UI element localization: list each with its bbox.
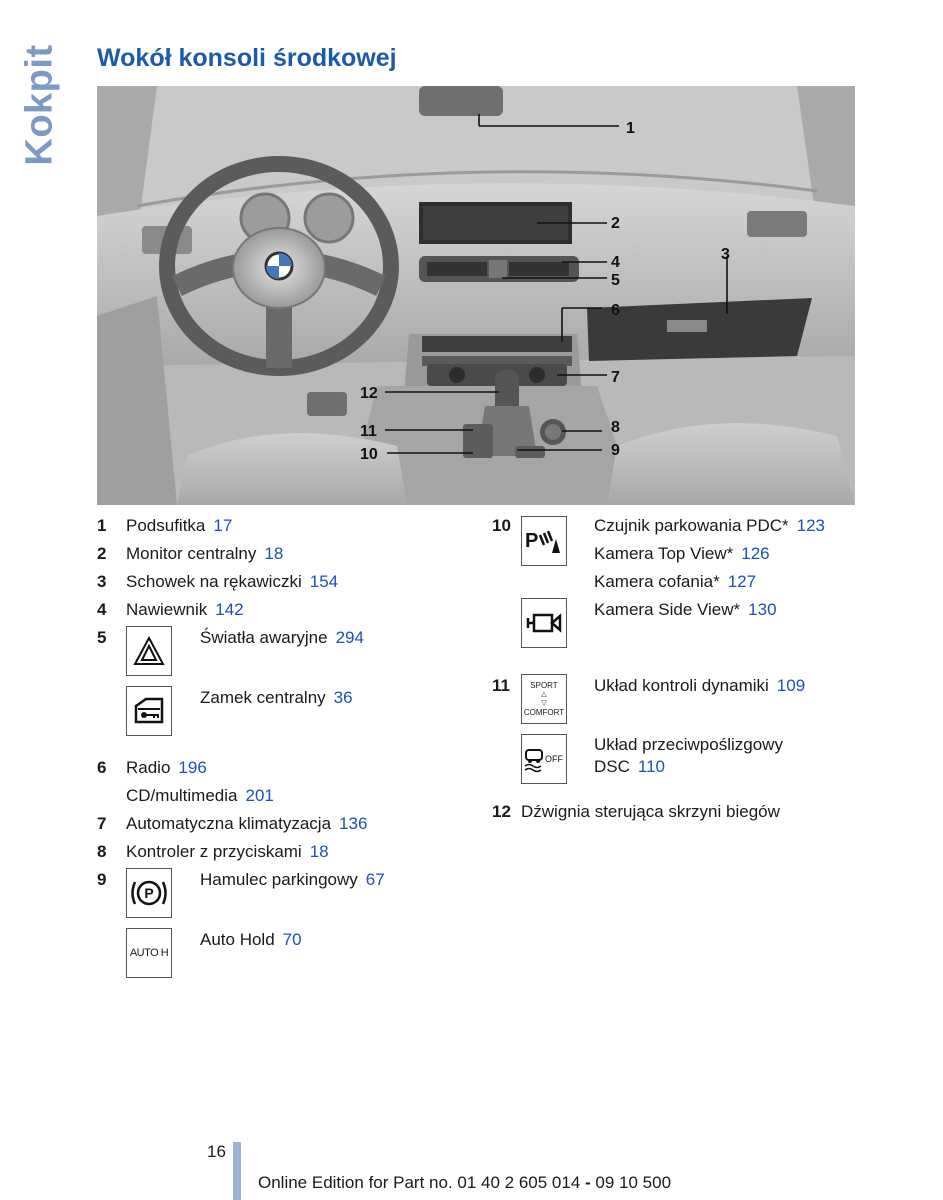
sport-icon-label: SPORT bbox=[530, 681, 558, 690]
item-label: DSC bbox=[594, 757, 630, 776]
legend-item-10-side-view bbox=[492, 596, 852, 672]
page-link[interactable]: 201 bbox=[245, 786, 274, 805]
callout-11: 11 bbox=[360, 423, 377, 440]
item-number: 7 bbox=[97, 814, 107, 833]
footer-accent-bar bbox=[233, 1142, 241, 1200]
item-number: 11 bbox=[492, 676, 510, 695]
page-link[interactable]: 36 bbox=[333, 688, 353, 707]
legend-item-6-sub bbox=[97, 782, 477, 810]
legend-item-9-autohold bbox=[97, 926, 477, 986]
item-number: 10 bbox=[492, 516, 511, 535]
footer-edition-text: Online Edition for Part no. 01 40 2 605 014 bbox=[258, 1173, 581, 1192]
callout-2: 2 bbox=[611, 215, 620, 232]
callout-7: 7 bbox=[611, 369, 620, 386]
item-label: Automatyczna klimatyzacja bbox=[126, 814, 332, 833]
item-label: Światła awaryjne bbox=[200, 628, 328, 647]
pdc-icon bbox=[521, 516, 567, 566]
pedal bbox=[307, 392, 347, 416]
item-number: 5 bbox=[97, 628, 107, 647]
item-label: Układ przeciwpoślizgowy bbox=[594, 735, 783, 754]
footer-edition-code: 09 10 500 bbox=[595, 1173, 672, 1192]
item-label: Układ kontroli dynamiki bbox=[594, 676, 769, 695]
page-link[interactable]: 123 bbox=[796, 516, 826, 535]
svg-text:P: P bbox=[144, 885, 154, 901]
item-label: Kamera Side View* bbox=[594, 600, 741, 619]
item-label: Monitor centralny bbox=[126, 544, 257, 563]
page-link[interactable]: 18 bbox=[264, 544, 284, 563]
item-number: 12 bbox=[492, 802, 511, 821]
item-label: Kontroler z przyciskami bbox=[126, 842, 302, 861]
comfort-icon-label: COMFORT bbox=[523, 708, 565, 717]
central-lock-icon bbox=[126, 686, 172, 736]
page-link[interactable]: 67 bbox=[365, 870, 385, 889]
item-label: CD/multimedia bbox=[126, 786, 238, 805]
driver-seat bbox=[177, 433, 407, 505]
item-label: Auto Hold bbox=[200, 930, 275, 949]
page-link[interactable]: 142 bbox=[215, 600, 244, 619]
page-link[interactable]: 196 bbox=[178, 758, 207, 777]
page-link[interactable]: 130 bbox=[748, 600, 777, 619]
page-link[interactable]: 110 bbox=[637, 757, 666, 776]
item-label: Kamera Top View* bbox=[594, 544, 734, 563]
item-label: Hamulec parkingowy bbox=[200, 870, 358, 889]
dsc-off-icon-text: OFF bbox=[545, 754, 563, 764]
auto-hold-icon-text: AUTO H bbox=[129, 947, 169, 959]
page-link[interactable]: 17 bbox=[213, 516, 233, 535]
legend-item-4 bbox=[97, 596, 477, 624]
item-number: 3 bbox=[97, 572, 107, 591]
legend-item-5-lock bbox=[97, 684, 477, 754]
page-title: Wokół konsoli środkowej bbox=[97, 44, 397, 72]
callout-12: 12 bbox=[360, 385, 378, 402]
legend-item-8 bbox=[97, 838, 477, 866]
tachometer bbox=[305, 194, 353, 242]
page-link[interactable]: 126 bbox=[741, 544, 770, 563]
side-tab-label: Kokpit bbox=[18, 44, 61, 166]
item-label: Podsufitka bbox=[126, 516, 206, 535]
cockpit-drawing bbox=[97, 86, 855, 505]
callout-10: 10 bbox=[360, 446, 378, 463]
page-link[interactable]: 70 bbox=[282, 930, 302, 949]
legend-item-11-sport bbox=[492, 672, 852, 732]
page-link[interactable]: 109 bbox=[776, 676, 806, 695]
item-label: Zamek centralny bbox=[200, 688, 326, 707]
legend-item-2 bbox=[97, 540, 477, 568]
section-side-tab bbox=[18, 40, 61, 170]
passenger-seat bbox=[607, 423, 855, 505]
callout-3: 3 bbox=[721, 246, 730, 263]
item-number: 6 bbox=[97, 758, 107, 777]
auto-hold-icon bbox=[126, 928, 172, 978]
page-link[interactable]: 294 bbox=[335, 628, 364, 647]
item-label: Dźwignia sterująca skrzyni biegów bbox=[521, 802, 780, 821]
legend-item-5-hazard bbox=[97, 624, 477, 684]
callout-4: 4 bbox=[611, 254, 620, 271]
page-number: 16 bbox=[207, 1142, 226, 1161]
parking-brake-icon bbox=[126, 868, 172, 918]
legend-item-1 bbox=[97, 512, 477, 540]
callout-1: 1 bbox=[626, 120, 635, 137]
callout-5: 5 bbox=[611, 272, 620, 289]
legend-item-3 bbox=[97, 568, 477, 596]
footer-edition bbox=[258, 1173, 671, 1193]
item-number: 9 bbox=[97, 870, 107, 889]
page-link[interactable]: 127 bbox=[727, 572, 757, 591]
item-number: 8 bbox=[97, 842, 107, 861]
right-vent bbox=[747, 211, 807, 237]
legend-item-9-brake bbox=[97, 866, 477, 926]
legend-item-10 bbox=[492, 512, 852, 596]
up-arrow-icon: △ bbox=[541, 691, 547, 698]
side-view-camera-icon bbox=[521, 598, 567, 648]
sport-comfort-icon bbox=[521, 674, 567, 724]
footer-separator: - bbox=[585, 1173, 591, 1192]
legend-right-column bbox=[492, 512, 852, 826]
hazard-warning-icon bbox=[126, 626, 172, 676]
callout-9: 9 bbox=[611, 442, 620, 459]
dsc-off-icon bbox=[521, 734, 567, 784]
legend-item-6 bbox=[97, 754, 477, 782]
item-label: Radio bbox=[126, 758, 171, 777]
svg-text:P: P bbox=[525, 530, 539, 552]
page-link[interactable]: 154 bbox=[309, 572, 339, 591]
callout-6: 6 bbox=[611, 302, 620, 319]
radio-unit bbox=[422, 336, 572, 352]
page-link[interactable]: 136 bbox=[339, 814, 368, 833]
callout-8: 8 bbox=[611, 419, 620, 436]
item-label: Czujnik parkowania PDC* bbox=[594, 516, 789, 535]
item-number: 4 bbox=[97, 600, 107, 619]
legend-item-7 bbox=[97, 810, 477, 838]
item-label: Schowek na rękawiczki bbox=[126, 572, 302, 591]
page-link[interactable]: 18 bbox=[309, 842, 329, 861]
legend-item-12 bbox=[492, 798, 852, 826]
rear-mirror bbox=[419, 86, 503, 116]
item-number: 1 bbox=[97, 516, 107, 535]
down-arrow-icon: ▽ bbox=[541, 700, 547, 707]
legend-left-column bbox=[97, 512, 477, 986]
legend-item-11-dsc bbox=[492, 732, 852, 798]
item-number: 2 bbox=[97, 544, 107, 563]
cockpit-illustration bbox=[97, 86, 855, 505]
item-label: Nawiewnik bbox=[126, 600, 208, 619]
item-label: Kamera cofania* bbox=[594, 572, 720, 591]
